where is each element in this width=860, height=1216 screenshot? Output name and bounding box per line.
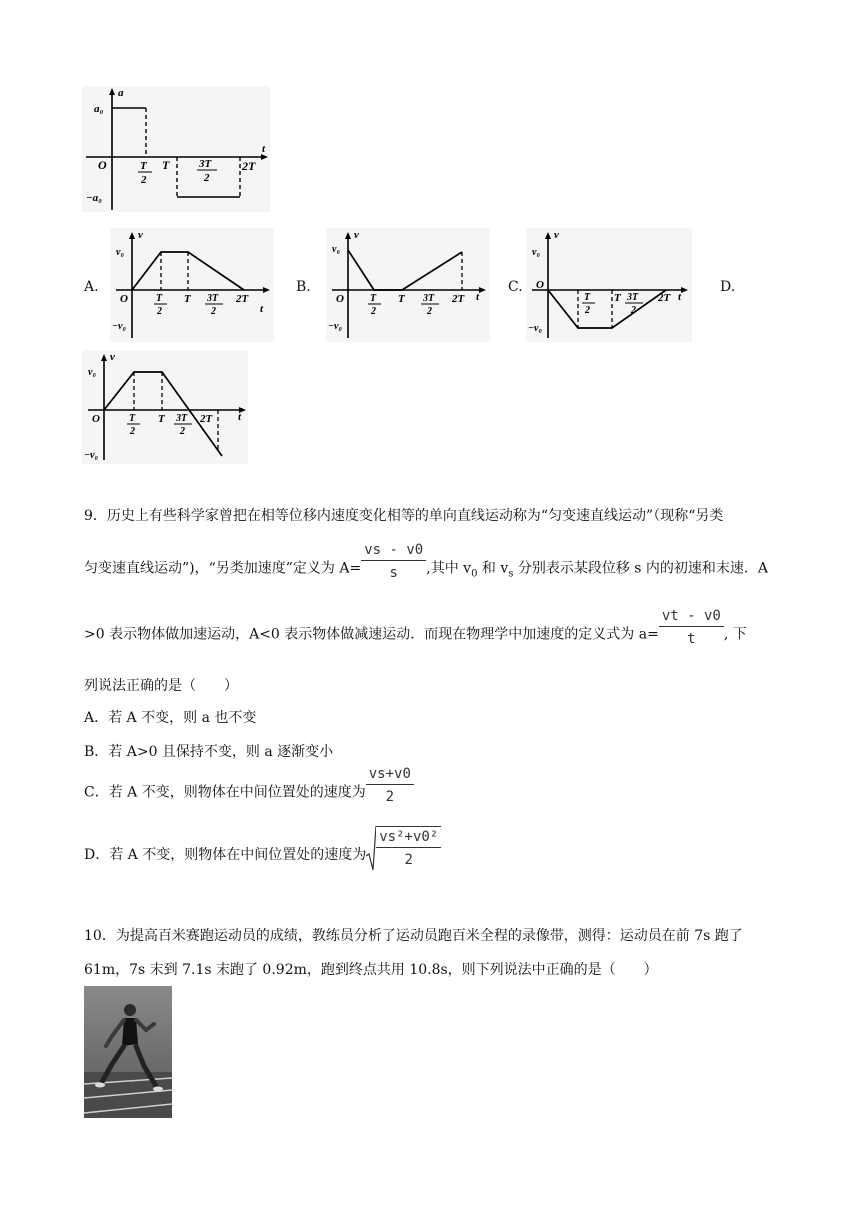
acceleration-time-graph (82, 86, 270, 212)
neg-a0-label: −a₀ (86, 192, 103, 204)
origin-label: O (536, 279, 544, 291)
origin-label: O (336, 293, 344, 305)
tick-2T: 2T (242, 159, 256, 173)
v0-label: v₀ (532, 247, 540, 258)
q9-fraction-a (659, 608, 724, 647)
q9-line-4: 列说法正确的是（ ） (84, 678, 238, 694)
option-a-label: A. (84, 279, 99, 295)
tick-T: T (162, 158, 170, 172)
q9-option-c-num: vs+v0 (366, 766, 414, 785)
tick-3T-den: 2 (204, 172, 210, 184)
neg-v0-label: −v₀ (328, 321, 342, 332)
q9-option-c-fraction (366, 766, 414, 805)
neg-v0-label: −v₀ (528, 323, 542, 334)
tick-3T-num: 3T (199, 158, 212, 170)
tick-half-T-den: 2 (585, 305, 590, 316)
tick-half-T-num: T (156, 293, 163, 304)
tick-2T: 2T (658, 292, 671, 304)
q9-line-2 (84, 542, 769, 584)
neg-v0-label: −v₀ (112, 321, 126, 332)
tick-half-T-num: T (584, 292, 591, 303)
q9-sub-s: s (508, 568, 514, 580)
option-c-graph (526, 228, 692, 342)
t-axis-label: t (262, 143, 266, 155)
q9-option-d-fraction (376, 826, 441, 872)
option-d-label: D. (720, 279, 736, 295)
q9-option-c-den: 2 (385, 789, 395, 805)
q9-option-d (84, 829, 441, 872)
v-axis-label: v (354, 229, 359, 241)
q9-option-a: A．若 A 不变，则 a 也不变 (84, 710, 257, 726)
v-axis-label: v (138, 229, 143, 241)
tick-3T-num: 3T (627, 292, 639, 303)
q9-option-b: B．若 A>0 且保持不变，则 a 逐渐变小 (84, 744, 334, 760)
q9-line-3 (84, 608, 747, 647)
tick-half-T-num: T (140, 160, 147, 172)
tick-3T-num: 3T (176, 413, 188, 424)
tick-half-T-den: 2 (141, 174, 147, 186)
v0-label: v₀ (332, 244, 340, 255)
tick-half-T-den: 2 (130, 426, 135, 437)
option-b-graph (326, 228, 490, 342)
q9-line-3-text-a: >0 表示物体做加速运动，A<0 表示物体做减速运动．而现在物理学中加速度的定义式为 a= (84, 626, 659, 643)
origin-label: O (98, 158, 107, 172)
q9-sub-0: 0 (471, 568, 478, 580)
neg-v0-label: −v₀ (84, 450, 98, 461)
option-b-label: B. (296, 279, 311, 295)
q9-option-d-den: 2 (404, 852, 413, 868)
tick-half-T-num: T (370, 293, 377, 304)
tick-3T-num: 3T (207, 293, 219, 304)
v-axis-label: v (110, 351, 115, 363)
q9-option-c (84, 766, 414, 805)
q9-option-d-sqrt (366, 826, 441, 872)
tick-half-T-num: T (129, 413, 136, 424)
q9-line-2-text-b: ,其中 v (426, 560, 472, 577)
tick-T: T (614, 292, 621, 304)
q9-line-2-text-d: 分别表示某段位移 s 内的初速和末速．A (513, 560, 769, 577)
tick-2T: 2T (200, 413, 213, 425)
a-axis-label: a (118, 87, 124, 99)
tick-half-T-den: 2 (371, 306, 376, 317)
sqrt-sign-icon (366, 826, 376, 872)
tick-T: T (398, 293, 405, 305)
option-c-label: C. (508, 279, 523, 295)
option-a-graph (110, 228, 274, 342)
q9-line-3-text-b: , 下 (723, 626, 747, 643)
v-axis-label: v (554, 229, 559, 241)
tick-3T-den: 2 (211, 306, 216, 317)
origin-label: O (92, 413, 100, 425)
q9-fraction-a-num: vt - v0 (659, 608, 724, 627)
q9-fraction-A (361, 542, 426, 581)
q9-line-2-text-a: 匀变速直线运动”)，“另类加速度”定义为 A= (84, 560, 362, 577)
tick-half-T-den: 2 (157, 306, 162, 317)
q10-line-2: 61m，7s 末到 7.1s 末跑了 0.92m，跑到终点共用 10.8s，则下列说法中正确的是（ ） (84, 962, 658, 978)
tick-T: T (158, 413, 165, 425)
t-axis-label: t (238, 411, 242, 423)
tick-3T-num: 3T (423, 293, 435, 304)
q9-option-d-num: vs²+v0² (376, 829, 441, 848)
origin-label: O (120, 293, 128, 305)
tick-3T-den: 2 (631, 305, 636, 316)
q9-fraction-A-num: vs - v0 (361, 542, 426, 561)
q10-line-1: 10．为提高百米赛跑运动员的成绩，教练员分析了运动员跑百米全程的录像带，测得：运动员在前 7s 跑了 (84, 928, 743, 944)
q9-fraction-a-den: t (687, 631, 696, 647)
option-d-graph (82, 350, 248, 464)
v0-label: v₀ (88, 367, 96, 378)
tick-3T-den: 2 (427, 306, 432, 317)
t-axis-label: t (260, 303, 264, 315)
a0-label: a₀ (94, 103, 104, 115)
q9-option-c-text: C．若 A 不变，则物体在中间位置处的速度为 (84, 784, 366, 801)
t-axis-label: t (476, 291, 480, 303)
tick-3T-den: 2 (180, 426, 185, 437)
q9-fraction-A-den: s (389, 565, 398, 581)
runner-photo (84, 986, 172, 1118)
v0-label: v₀ (116, 247, 124, 258)
q9-line-2-text-c: 和 v (477, 560, 509, 577)
t-axis-label: t (678, 291, 682, 303)
tick-T: T (184, 293, 191, 305)
tick-2T: 2T (236, 293, 249, 305)
tick-2T: 2T (452, 293, 465, 305)
q9-option-d-text: D．若 A 不变，则物体在中间位置处的速度为 (84, 847, 367, 863)
q9-line-1: 9．历史上有些科学家曾把在相等位移内速度变化相等的单向直线运动称为“匀变速直线运动”（现称“另类 (84, 508, 724, 524)
